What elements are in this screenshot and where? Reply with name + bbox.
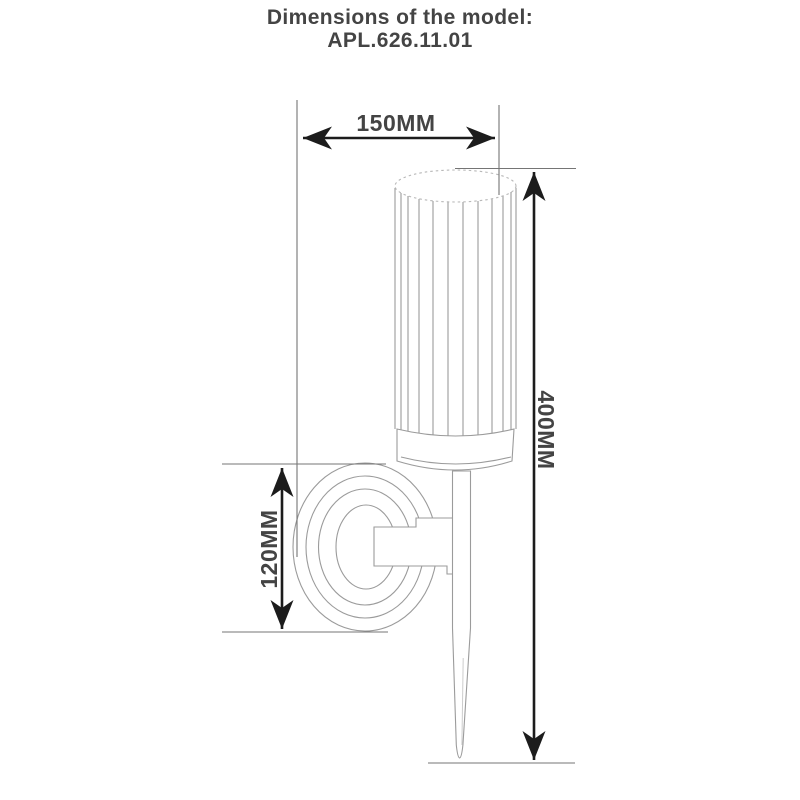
shade-flutes [401,192,511,442]
glass-shade [395,170,516,442]
title-line-1: Dimensions of the model: [266,6,534,29]
backplate-dimension [256,468,282,629]
mounting-arm [374,518,454,574]
height-dimension [533,172,559,760]
width-dimension [303,110,495,138]
stem-spike [453,471,471,758]
shade-holder-cup [397,429,514,470]
height-dimension-label: 400MM [533,390,559,470]
model-number: APL.626.11.01 [327,29,473,52]
backplate-dimension-label: 120MM [256,509,282,589]
shade-top-rim [395,170,516,202]
width-dimension-label: 150MM [356,110,436,136]
